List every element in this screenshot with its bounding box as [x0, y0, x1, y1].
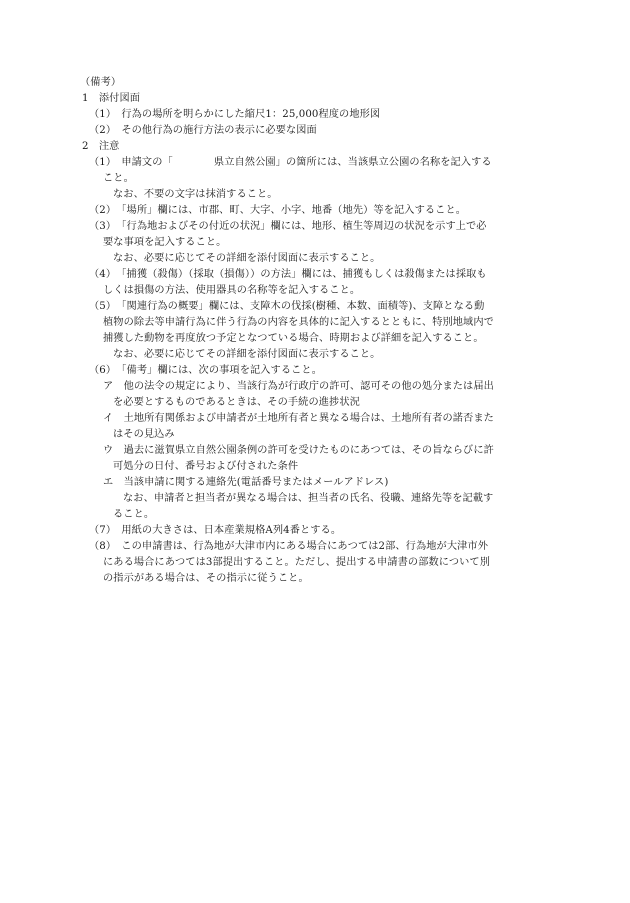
note-3-line-2: 要な事項を記入すること。: [103, 237, 227, 248]
note-6-item-u-line-1: ウ 過去に滋賀県立自然公園条例の許可を受けたものにあつては、その旨ならびに許: [103, 445, 494, 456]
note-5-line-3: 捕獲した動物を再度放つ予定となつている場合、時期および詳細を記入すること。: [103, 333, 484, 344]
note-5-line-1: （5） 「関連行為の概要」欄には、支障木の伐採(樹種、本数、面積等)、支障となる動: [89, 301, 485, 312]
note-3-line-1: （3） 「行為地およびその付近の状況」欄には、地形、植生等周辺の状況を示す上で必: [89, 221, 487, 232]
note-8-line-3: の指示がある場合は、その指示に従うこと。: [103, 573, 309, 584]
section-1-item-1: （1） 行為の場所を明らかにした縮尺1：25,000程度の地形図: [89, 109, 381, 120]
note-6-item-e-line-1: エ 当該申請に関する連絡先(電話番号またはメールアドレス): [103, 477, 389, 488]
note-3-line-3: なお、必要に応じてその詳細を添付図面に表示すること。: [113, 253, 381, 264]
note-6-item-i-line-2: はその見込み: [113, 429, 175, 440]
note-5-line-2: 植物の除去等申請行為に伴う行為の内容を具体的に記入するとともに、特別地域内で: [103, 317, 494, 328]
note-8-line-2: にある場合にあつては3部提出すること。ただし、提出する申請書の部数について別: [103, 557, 491, 568]
note-4-line-1: （4） 「捕獲（殺傷）（採取（損傷））の方法」欄には、捕獲もしくは殺傷または採取も: [89, 269, 487, 280]
note-7-line-1: （7） 用紙の大きさは、日本産業規格A列4番とする。: [89, 525, 342, 536]
note-5-line-4: なお、必要に応じてその詳細を添付図面に表示すること。: [113, 349, 381, 360]
note-6-item-u-line-2: 可処分の日付、番号および付された条件: [113, 461, 299, 472]
remarks-heading: （備考）: [80, 77, 122, 88]
note-8-line-1: （8） この申請書は、行為地が大津市内にある場合にあつては2部、行為地が大津市外: [89, 541, 488, 552]
note-4-line-2: しくは損傷の方法、使用器具の名称等を記入すること。: [103, 285, 361, 296]
note-6-item-a-line-1: ア 他の法令の規定により、当該行為が行政庁の許可、認可その他の処分または届出: [103, 381, 494, 392]
note-6-item-i-line-1: イ 土地所有関係および申請者が土地所有者と異なる場合は、土地所有者の諾否また: [103, 413, 494, 424]
note-6-line-1: （6） 「備考」欄には、次の事項を記入すること。: [89, 365, 322, 376]
note-1-line-1: （1） 申請文の「 県立自然公園」の箇所には、当該県立公園の名称を記入する: [89, 157, 492, 168]
note-6-item-e-line-3: ること。: [113, 509, 155, 520]
section-1-item-2: （2） その他行為の施行方法の表示に必要な図面: [89, 125, 317, 136]
section-2-title: 2 注意: [82, 141, 120, 152]
section-1-title: 1 添付図面: [82, 93, 141, 104]
note-2-line-1: （2） 「場所」欄には、市郡、町、大字、小字、地番（地先）等を記入すること。: [89, 205, 467, 216]
note-6-item-e-line-2: なお、申請者と担当者が異なる場合は、担当者の氏名、役職、連絡先等を記載す: [123, 493, 494, 504]
note-1-line-3: なお、不要の文字は抹消すること。: [113, 189, 278, 200]
note-6-item-a-line-2: を必要とするものであるときは、その手続の進捗状況: [113, 397, 360, 408]
note-1-line-2: こと。: [103, 173, 134, 184]
